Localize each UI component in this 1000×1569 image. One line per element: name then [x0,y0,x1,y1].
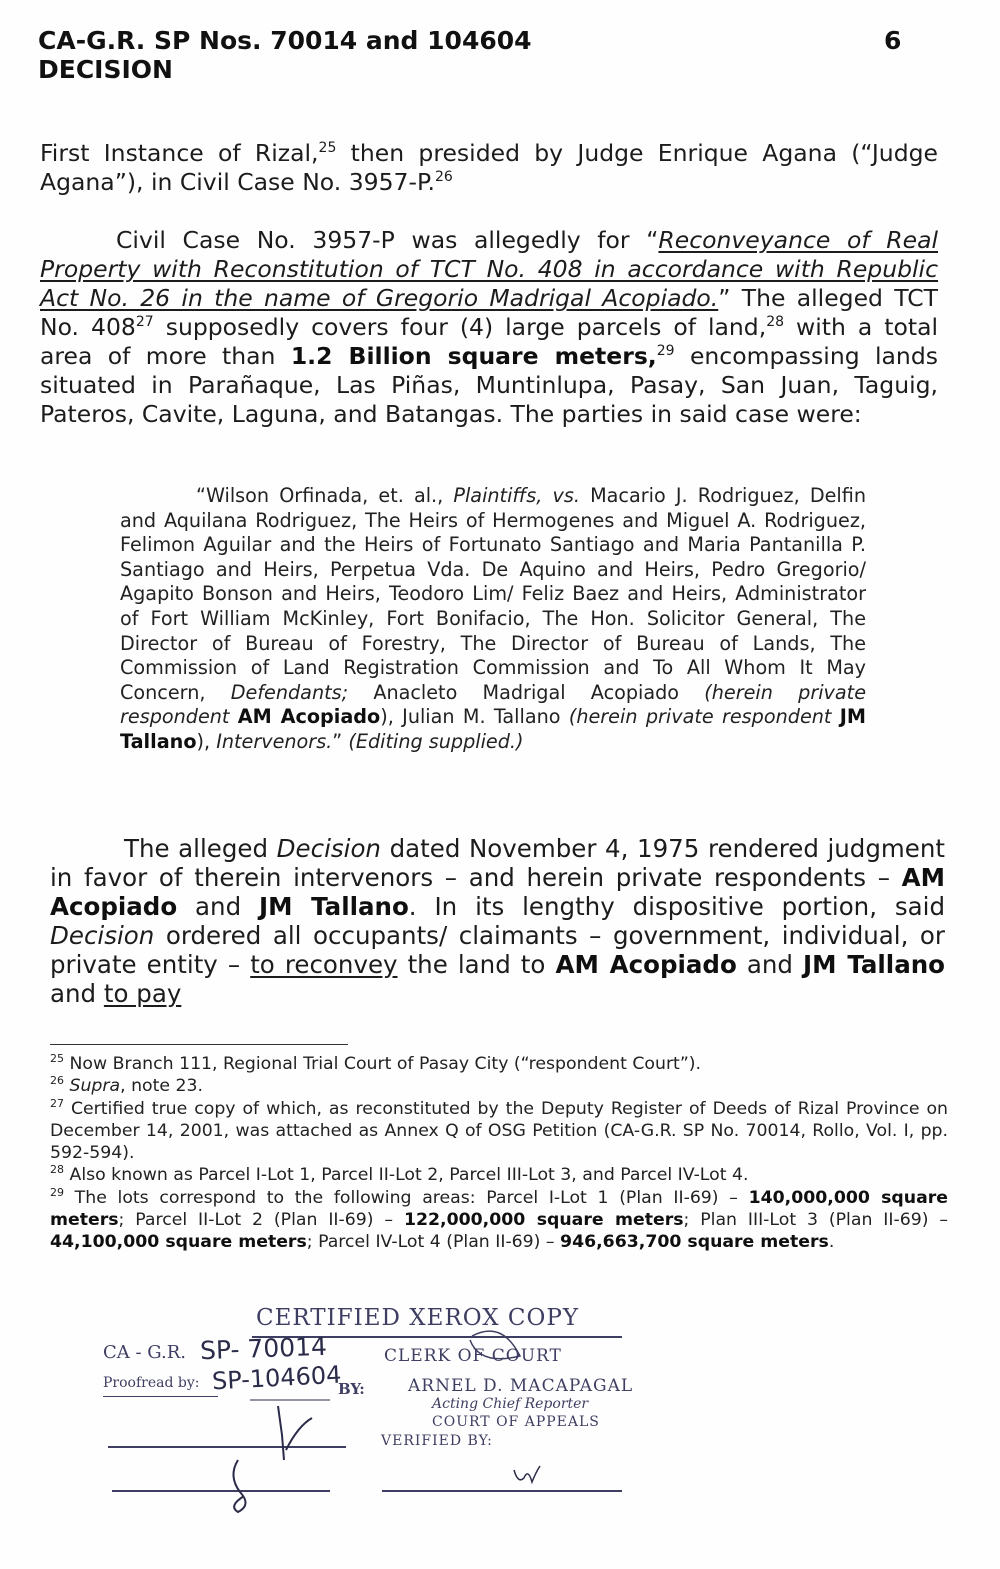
italic-text: (herein private respondent [120,680,866,729]
text: Civil Case No. 3957-P was allegedly for “ [116,226,659,254]
footnote-text: . [828,1232,835,1253]
footnote-number: 28 [50,1163,64,1177]
handwritten-case-number: SP-104604 [211,1360,343,1396]
footnote-number: 29 [50,1185,64,1199]
bold-area: 1.2 Billion square meters, [290,342,657,370]
footnote-number: 26 [50,1074,64,1088]
text: ), [196,729,217,753]
handwritten-case-number: SP- 70014 [199,1331,328,1366]
footnote-ref: 25 [318,140,337,156]
italic-text: Intervenors. [216,729,333,753]
paragraph-3 [50,834,945,1008]
text: and [736,950,804,979]
underlined-text: to pay [103,979,182,1008]
footnote-text: , note 23. [120,1076,203,1097]
stamp-by: BY: [338,1380,365,1398]
stamp-proofread: Proofread by: [103,1375,200,1391]
text: First Instance of Rizal, [40,139,319,167]
stamp-officer-position: Acting Chief Reporter [432,1396,589,1412]
stamp-office: COURT OF APPEALS [432,1414,600,1430]
footnote-text: Now Branch 111, Regional Trial Court of Pasay City (“respondent Court”). [64,1054,702,1074]
stamp-title: CERTIFIED XEROX COPY [256,1305,580,1331]
italic-text: Supra [64,1076,121,1097]
bold-area: 122,000,000 square meters [403,1210,684,1231]
text: supposedly covers four (4) large parcels of land, [153,313,767,341]
bold-name: AM Acopiado [237,705,381,729]
italic-text: Decision [50,921,155,950]
text: the land to [397,950,556,979]
text: Anacleto Madrigal Acopiado [348,680,705,704]
footnote-text: ; Plan III-Lot 3 (Plan II-69) – [683,1210,948,1231]
text: with a total area of more than [40,313,939,370]
bold-name: AM Acopiado [555,950,737,979]
bold-name: AM Acopiado [50,863,945,921]
italic-text: Decision [276,834,381,863]
footnote-text: ; Parcel II-Lot 2 (Plan II-69) – [118,1210,404,1231]
text: ordered all occupants/ claimants – government, individual, or private entity – [50,921,945,979]
footnote-ref: 28 [766,314,785,330]
text: ” [332,729,349,753]
bold-name: JM Tallano [120,705,866,753]
text: and [50,979,104,1008]
stamp-cagr-label: CA - G.R. [103,1342,187,1363]
text: then presided by Judge Enrique Agana (“Judge Agana”), in Civil Case No. 3957-P. [40,139,938,196]
footnote-divider [50,1044,348,1045]
footnote-27 [50,1098,948,1165]
bold-area: 44,100,000 square meters [50,1232,307,1253]
footnotes [50,1053,948,1254]
document-type: DECISION [38,55,173,84]
footnote-29 [50,1187,948,1254]
footnote-text: The lots correspond to the following areas: Parcel I-Lot 1 (Plan II-69) – [64,1187,749,1208]
stamp-verified: VERIFIED BY: [381,1433,493,1449]
text: encompassing lands situated in Parañaque, Las Piñas, Muntinlupa, Pasay, San Juan, Taguig, Pateros, Cavite, Laguna, and Batangas. The parties in said case were: [40,342,938,428]
italic-text: (Editing supplied.) [348,729,524,753]
footnote-26 [50,1075,948,1097]
bold-name: JM Tallano [259,892,409,921]
footnote-number: 27 [50,1096,64,1110]
text: . In its lengthy dispositive portion, said [408,892,946,921]
page-number: 6 [884,26,902,55]
text: “Wilson Orfinada, et. al., [196,484,454,507]
bold-area: 946,663,700 square meters [560,1232,829,1253]
underlined-text: to reconvey [250,950,398,979]
footnote-ref: 29 [656,343,675,359]
handwritten-signatures [100,1300,680,1520]
block-quote [120,484,866,755]
stamp-officer-name: ARNEL D. MACAPAGAL [408,1376,634,1396]
paragraph-2 [40,226,938,429]
text: dated November 4, 1975 rendered judgment in favor of therein intervenors – and herein private respondents – [50,834,945,892]
bold-area: 140,000,000 square meters [50,1187,948,1231]
case-number: CA-G.R. SP Nos. 70014 and 104604 [38,26,532,55]
footnote-25 [50,1053,948,1075]
italic-text: (herein private respondent [568,705,840,729]
footnote-text: Also known as Parcel I-Lot 1, Parcel II-Lot 2, Parcel III-Lot 3, and Parcel IV-Lot 4. [64,1165,749,1186]
footnote-28 [50,1164,948,1186]
footnote-number: 25 [50,1052,64,1065]
text: and [177,892,259,921]
bold-name: JM Tallano [803,950,946,979]
italic-text: Plaintiffs, vs. [453,484,580,507]
stamp-clerk: CLERK OF COURT [384,1346,562,1366]
case-title-underlined: Reconveyance of Real Property with Reconstitution of TCT No. 408 in accordance with Republic Act No. 26 in the name of Gregorio Madrigal Acopiado. [40,226,939,312]
certified-copy-stamp [100,1300,680,1520]
text: ” The alleged TCT No. 408 [40,284,938,341]
text: ), Julian M. Tallano [380,705,569,729]
italic-text: Defendants; [230,680,349,704]
footnote-ref: 27 [135,314,154,330]
footnote-text: Certified true copy of which, as reconstituted by the Deputy Register of Deeds of Rizal Province on December 14, 2001, was attached as Annex Q of OSG Petition (CA-G.R. SP No. 70014, Rollo, Vol. I, pp. 592-594). [50,1098,948,1164]
text: Macario J. Rodriguez, Delfin and Aquilana Rodriguez, The Heirs of Hermogenes and Miguel A. Rodriguez, Felimon Aguilar and the Heirs of Fortunato Santiago and Maria Pantanilla P. Santiago and Heirs, Perpetua Vda. De Aquino and Heirs, Pedro Gregorio/ Agapito Bonson and Heirs, Teodoro Lim/ Feliz Baez and Heirs, Administrator of Fort William McKinley, Fort Bonifacio, The Hon. Solicitor General, The Director of Bureau of Forestry, The Director of Bureau of Lands, The Commission of Land Registration Commission and To All Whom It May Concern, [120,484,866,704]
text: The alleged [124,834,277,863]
case-header [38,26,532,84]
paragraph-1 [40,139,938,197]
footnote-ref: 26 [434,169,453,185]
footnote-text: ; Parcel IV-Lot 4 (Plan II-69) – [306,1232,561,1253]
